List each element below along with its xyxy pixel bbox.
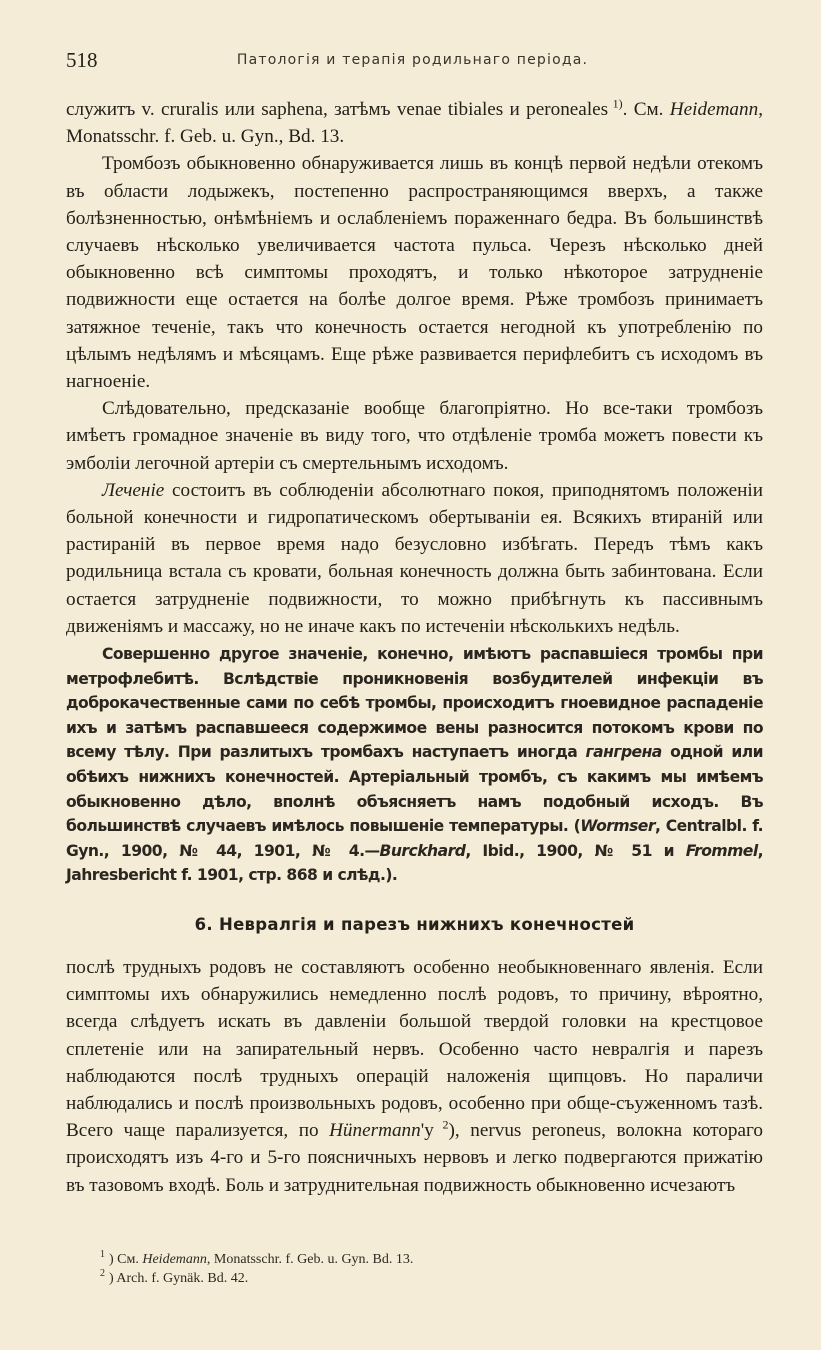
footnotes xyxy=(100,1250,761,1288)
paragraph-3: Слѣдовательно, предсказаніе вообще благопріятно. Но все-таки тромбозъ имѣетъ громадное значеніе въ виду того, что отдѣленіе тромба можетъ повести къ эмболіи легочной артеріи съ смертельнымъ исходомъ. xyxy=(66,398,763,474)
section-heading: 6. Невралгія и парезъ нижнихъ конечностей xyxy=(194,915,635,934)
author-heidemann: Heidemann xyxy=(669,99,759,120)
paragraph-2: Тромбозъ обыкновенно обнаруживается лишь въ концѣ первой недѣли отекомъ въ области лодыжекъ, постепенно распространяющимся вверхъ, а также болѣзненностью, онѣмѣніемъ и ослабленіемъ пораженнаго бедра. Въ большинствѣ случаевъ нѣсколько увеличивается частота пульса. Черезъ нѣсколько дней обыкновенно всѣ симптомы проходятъ, и только нѣкоторое затрудненіе подвижности еще остается на болѣе долгое время. Рѣже тромбозъ принимаетъ затяжное теченіе, такъ что конечность остается негодной къ употребленію по цѣлымъ недѣлямъ и мѣсяцамъ. Еще рѣже развивается перифлебитъ съ исходомъ въ нагноеніе. xyxy=(66,153,763,393)
paragraph-1: служитъ v. cruralis или saphena, затѣмъ venae tibiales и peroneales $^{1)}$. См. Heidemann, Monatsschr. f. Geb. u. Gyn., Bd. 13. xyxy=(66,96,764,148)
footnote-2: $^2$ ) Arch. f. Gynäk. Bd. 42. xyxy=(100,1268,249,1286)
treatment-lead: Леченіе xyxy=(102,479,165,501)
author-hunermann: Hünermann xyxy=(329,1120,421,1142)
paragraph-4: Леченіе состоитъ въ соблюденіи абсолютнаго покоя, приподнятомъ положеніи больной конечности и гидропатическомъ обертываніи ея. Всякихъ втираній или растираній въ первое время надо безусловно избѣгать. Передъ тѣмъ какъ родильница встала съ кровати, больная конечность должна быть забинтована. Если остается затрудненіе подвижности, то можно прибѣгнуть къ пассивнымъ движеніямъ и массажу, но не иначе какъ по истеченіи нѣсколькихъ недѣль. xyxy=(66,479,763,637)
page-number: 518 xyxy=(66,48,98,72)
footnote-ref-2[interactable]: 2 xyxy=(442,1117,449,1132)
footnote-ref-1[interactable]: 1) xyxy=(612,96,623,111)
running-title: Патологія и терапія родильнаго періода. xyxy=(236,52,589,68)
paragraph-5-smallprint: Совершенно другое значеніе, конечно, имѣютъ распавшіеся тромбы при метрофлебитѣ. Вслѣдствіе проникновенія возбудителей инфекціи въ доброкачественные сами по себѣ тромбы, происходитъ гноевидное распаденіе ихъ и затѣмъ распавшееся содержимое вены разносится потокомъ крови по всему тѣлу. При разлитыхъ тромбахъ наступаетъ иногда гангрена одной или обѣихъ нижнихъ конечностей. Артеріальный тромбъ, съ какимъ мы имѣемъ обыкновенно дѣло, вполнѣ объясняетъ намъ подобный исходъ. Въ большинствѣ случаевъ имѣлось повышеніе температуры. (Wormser, Centralbl. f. Gyn., 1900, № 44, 1901, № 4.—Burckhard, Ibid., 1900, № 51 и Frommel, Jahresbericht f. 1901, стр. 868 и слѣд.). xyxy=(66,645,763,885)
footnote-1: $^1$ ) См. Heidemann, Monatsschr. f. Geb. u. Gyn. Bd. 13. xyxy=(100,1249,414,1267)
paragraph-6: послѣ трудныхъ родовъ не составляютъ особенно необыкновеннаго явленія. Если симптомы ихъ обнаружились немедленно послѣ родовъ, то причину, вѣроятно, всегда слѣдуетъ искать въ давленіи большой твердой головки на крестцовое сплетеніе или на запирательный нервъ. Особенно часто невралгія и парезъ наблюдаются послѣ трудныхъ операцій наложенія щипцовъ. Но параличи наблюдались и послѣ произвольныхъ родовъ, особенно при обще-съуженномъ тазѣ. Всего чаще парализуется, по Hünermann'у $^2$), nervus peroneus, волокна котораго происходятъ изъ 4-го и 5-го поясничныхъ нервовъ и легко подвергаются прижатію въ тазовомъ входѣ. Боль и затруднительная подвижность обыкновенно исчезаютъ xyxy=(66,957,763,1196)
page-header xyxy=(66,48,759,74)
page-body xyxy=(66,96,763,1199)
